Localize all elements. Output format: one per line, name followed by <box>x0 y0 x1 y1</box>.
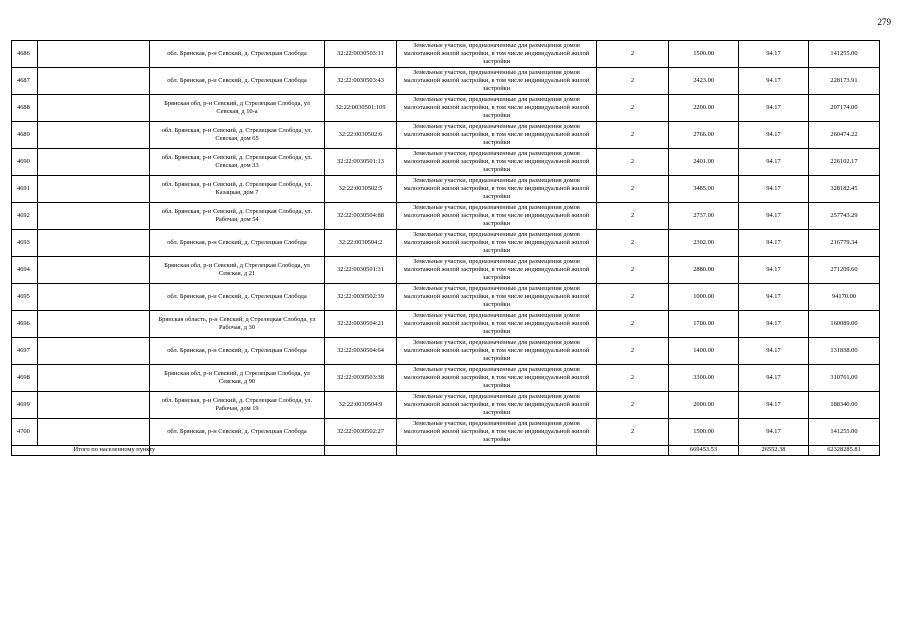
cadastral-value-cell: 131838.00 <box>809 338 880 365</box>
rate-cell: 94.17 <box>739 311 809 338</box>
cadastral-value-cell: 207174.00 <box>809 95 880 122</box>
address-cell: обл. Брянская, р-н Севский, д. Стрелецкая Слобода <box>150 41 325 68</box>
address-cell: Брянская обл, р-н Севский, д Стрелецкая Слобода, ул Севская, д 90 <box>150 365 325 392</box>
empty-cell <box>38 392 150 419</box>
area-cell: 1500.00 <box>669 419 739 446</box>
address-cell: обл. Брянская, р-н Севский, д. Стрелецкая Слобода, ул. Казацкая, дом 7 <box>150 176 325 203</box>
empty-cell <box>38 203 150 230</box>
group-cell: 2 <box>597 95 669 122</box>
cadastral-value-cell: 310761.00 <box>809 365 880 392</box>
empty-cell <box>38 41 150 68</box>
rate-cell: 94.17 <box>739 284 809 311</box>
table-row <box>12 284 880 311</box>
land-category-cell: Земельные участки, предназначенные для размещения домов малоэтажной жилой застройки, в том числе индивидуальной жилой застройки <box>397 203 597 230</box>
rate-cell: 94.17 <box>739 257 809 284</box>
area-cell: 2737.00 <box>669 203 739 230</box>
cadastral-number-cell: 32:22:0030504:21 <box>325 311 397 338</box>
cadastral-value-cell: 228173.91 <box>809 68 880 95</box>
row-number-cell: 4700 <box>12 419 38 446</box>
rate-cell: 94.17 <box>739 122 809 149</box>
rate-cell: 94.17 <box>739 392 809 419</box>
address-cell: Брянская обл, р-н Севский, д Стрелецкая Слобода, ул Севская, д 10-а <box>150 95 325 122</box>
land-category-cell: Земельные участки, предназначенные для размещения домов малоэтажной жилой застройки, в том числе индивидуальной жилой застройки <box>397 419 597 446</box>
address-cell: обл. Брянская, р-н Севский, д. Стрелецкая Слобода <box>150 68 325 95</box>
cadastral-value-cell: 141255.00 <box>809 419 880 446</box>
address-cell: обл. Брянская, р-н Севский, д. Стрелецкая Слобода, ул. Севская, дом 33 <box>150 149 325 176</box>
area-cell: 3485.00 <box>669 176 739 203</box>
address-cell: обл. Брянская, р-н Севский, д. Стрелецкая Слобода <box>150 338 325 365</box>
row-number-cell: 4692 <box>12 203 38 230</box>
total-empty-cell <box>150 446 325 456</box>
total-empty-cell <box>325 446 397 456</box>
area-cell: 2423.00 <box>669 68 739 95</box>
cadastral-number-cell: 32:22:0030504:2 <box>325 230 397 257</box>
area-cell: 1500.00 <box>669 41 739 68</box>
area-cell: 1700.00 <box>669 311 739 338</box>
area-cell: 2401.00 <box>669 149 739 176</box>
page-number: 279 <box>877 17 891 27</box>
empty-cell <box>38 257 150 284</box>
empty-cell <box>38 68 150 95</box>
address-cell: Брянская обл, р-н Севский, д Стрелецкая Слобода, ул Севская, д 21 <box>150 257 325 284</box>
cadastral-value-cell: 188340.00 <box>809 392 880 419</box>
address-cell: Брянская область, р-н Севский, д Стрелецкая Слобода, ул Рабочая, д 30 <box>150 311 325 338</box>
empty-cell <box>38 122 150 149</box>
group-cell: 2 <box>597 419 669 446</box>
address-cell: обл. Брянская, р-н Севский, д. Стрелецкая Слобода <box>150 419 325 446</box>
table-row <box>12 176 880 203</box>
table-row <box>12 203 880 230</box>
rate-cell: 94.17 <box>739 419 809 446</box>
area-cell: 1400.00 <box>669 338 739 365</box>
rate-cell: 94.17 <box>739 203 809 230</box>
empty-cell <box>38 284 150 311</box>
cadastral-number-cell: 32:22:0030504:64 <box>325 338 397 365</box>
group-cell: 2 <box>597 311 669 338</box>
land-category-cell: Земельные участки, предназначенные для размещения домов малоэтажной жилой застройки, в том числе индивидуальной жилой застройки <box>397 365 597 392</box>
table-row <box>12 230 880 257</box>
group-cell: 2 <box>597 284 669 311</box>
table-row <box>12 122 880 149</box>
empty-cell <box>38 176 150 203</box>
cadastral-value-cell: 257743.29 <box>809 203 880 230</box>
total-value-cell: 62328285.81 <box>809 446 880 456</box>
total-label-cell: Итого по населенному пункту <box>38 446 150 456</box>
cadastral-number-cell: 32:22:0030502:39 <box>325 284 397 311</box>
empty-cell <box>38 419 150 446</box>
address-cell: обл. Брянская, р-н Севский, д. Стрелецкая Слобода <box>150 230 325 257</box>
area-cell: 2000.00 <box>669 392 739 419</box>
empty-cell <box>38 95 150 122</box>
cadastral-number-cell: 32:22:0030504:88 <box>325 203 397 230</box>
table-row <box>12 149 880 176</box>
row-number-cell: 4687 <box>12 68 38 95</box>
total-rate-cell: 26552.38 <box>739 446 809 456</box>
group-cell: 2 <box>597 230 669 257</box>
land-category-cell: Земельные участки, предназначенные для размещения домов малоэтажной жилой застройки, в том числе индивидуальной жилой застройки <box>397 122 597 149</box>
land-category-cell: Земельные участки, предназначенные для размещения домов малоэтажной жилой застройки, в том числе индивидуальной жилой застройки <box>397 41 597 68</box>
rate-cell: 94.17 <box>739 95 809 122</box>
area-cell: 2766.00 <box>669 122 739 149</box>
cadastral-number-cell: 32:22:0030503:11 <box>325 41 397 68</box>
cadastral-value-cell: 328182.45 <box>809 176 880 203</box>
group-cell: 2 <box>597 203 669 230</box>
total-empty-cell <box>12 446 38 456</box>
empty-cell <box>38 311 150 338</box>
table-row <box>12 95 880 122</box>
row-number-cell: 4697 <box>12 338 38 365</box>
address-cell: обл. Брянская, р-н Севский, д. Стрелецкая Слобода, ул. Рабочая, дом 54 <box>150 203 325 230</box>
cadastral-number-cell: 32:22:0030502:5 <box>325 176 397 203</box>
area-cell: 1000.00 <box>669 284 739 311</box>
cadastral-number-cell: 32:22:0030502:27 <box>325 419 397 446</box>
table-row <box>12 338 880 365</box>
table-row <box>12 392 880 419</box>
land-category-cell: Земельные участки, предназначенные для размещения домов малоэтажной жилой застройки, в том числе индивидуальной жилой застройки <box>397 257 597 284</box>
land-category-cell: Земельные участки, предназначенные для размещения домов малоэтажной жилой застройки, в том числе индивидуальной жилой застройки <box>397 284 597 311</box>
cadastral-value-cell: 271209.60 <box>809 257 880 284</box>
row-number-cell: 4695 <box>12 284 38 311</box>
total-empty-cell <box>597 446 669 456</box>
group-cell: 2 <box>597 176 669 203</box>
land-category-cell: Земельные участки, предназначенные для размещения домов малоэтажной жилой застройки, в том числе индивидуальной жилой застройки <box>397 230 597 257</box>
cadastral-number-cell: 32:22:0030502:6 <box>325 122 397 149</box>
empty-cell <box>38 338 150 365</box>
cadastral-number-cell: 32:22:0030501:13 <box>325 149 397 176</box>
cadastral-value-cell: 160089.00 <box>809 311 880 338</box>
cadastral-number-cell: 32:22:0030501:31 <box>325 257 397 284</box>
table-body <box>12 41 880 456</box>
land-category-cell: Земельные участки, предназначенные для размещения домов малоэтажной жилой застройки, в том числе индивидуальной жилой застройки <box>397 149 597 176</box>
cadastral-value-cell: 260474.22 <box>809 122 880 149</box>
land-category-cell: Земельные участки, предназначенные для размещения домов малоэтажной жилой застройки, в том числе индивидуальной жилой застройки <box>397 176 597 203</box>
area-cell: 2302.00 <box>669 230 739 257</box>
cadastral-number-cell: 32:22:0030504:9 <box>325 392 397 419</box>
row-number-cell: 4690 <box>12 149 38 176</box>
row-number-cell: 4699 <box>12 392 38 419</box>
row-number-cell: 4688 <box>12 95 38 122</box>
address-cell: обл. Брянская, р-н Севский, д. Стрелецкая Слобода, ул. Севская, дом 65 <box>150 122 325 149</box>
table-row <box>12 365 880 392</box>
cadastral-value-cell: 226102.17 <box>809 149 880 176</box>
table-row <box>12 419 880 446</box>
land-category-cell: Земельные участки, предназначенные для размещения домов малоэтажной жилой застройки, в том числе индивидуальной жилой застройки <box>397 311 597 338</box>
empty-cell <box>38 230 150 257</box>
rate-cell: 94.17 <box>739 230 809 257</box>
rate-cell: 94.17 <box>739 149 809 176</box>
land-category-cell: Земельные участки, предназначенные для размещения домов малоэтажной жилой застройки, в том числе индивидуальной жилой застройки <box>397 338 597 365</box>
address-cell: обл. Брянская, р-н Севский, д. Стрелецкая Слобода <box>150 284 325 311</box>
total-empty-cell <box>397 446 597 456</box>
area-cell: 2880.00 <box>669 257 739 284</box>
empty-cell <box>38 365 150 392</box>
land-category-cell: Земельные участки, предназначенные для размещения домов малоэтажной жилой застройки, в том числе индивидуальной жилой застройки <box>397 68 597 95</box>
row-number-cell: 4686 <box>12 41 38 68</box>
rate-cell: 94.17 <box>739 338 809 365</box>
land-cadastral-table <box>11 40 880 456</box>
table-row <box>12 311 880 338</box>
cadastral-number-cell: 32:22:0030503:38 <box>325 365 397 392</box>
group-cell: 2 <box>597 122 669 149</box>
group-cell: 2 <box>597 392 669 419</box>
rate-cell: 94.17 <box>739 176 809 203</box>
table-row <box>12 68 880 95</box>
row-number-cell: 4693 <box>12 230 38 257</box>
total-row <box>12 446 880 456</box>
table-row <box>12 257 880 284</box>
row-number-cell: 4698 <box>12 365 38 392</box>
cadastral-number-cell: 32:22:0030503:43 <box>325 68 397 95</box>
area-cell: 3300.00 <box>669 365 739 392</box>
group-cell: 2 <box>597 68 669 95</box>
row-number-cell: 4691 <box>12 176 38 203</box>
row-number-cell: 4694 <box>12 257 38 284</box>
rate-cell: 94.17 <box>739 41 809 68</box>
group-cell: 2 <box>597 338 669 365</box>
cadastral-value-cell: 216779.34 <box>809 230 880 257</box>
row-number-cell: 4696 <box>12 311 38 338</box>
land-category-cell: Земельные участки, предназначенные для размещения домов малоэтажной жилой застройки, в том числе индивидуальной жилой застройки <box>397 95 597 122</box>
table-row <box>12 41 880 68</box>
cadastral-number-cell: 32:22:0030501:109 <box>325 95 397 122</box>
area-cell: 2200.00 <box>669 95 739 122</box>
row-number-cell: 4689 <box>12 122 38 149</box>
rate-cell: 94.17 <box>739 68 809 95</box>
rate-cell: 94.17 <box>739 365 809 392</box>
group-cell: 2 <box>597 149 669 176</box>
empty-cell <box>38 149 150 176</box>
cadastral-value-cell: 141255.00 <box>809 41 880 68</box>
total-area-cell: 669453.53 <box>669 446 739 456</box>
group-cell: 2 <box>597 365 669 392</box>
cadastral-value-cell: 94170.00 <box>809 284 880 311</box>
group-cell: 2 <box>597 41 669 68</box>
address-cell: обл. Брянская, р-н Севский, д. Стрелецкая Слобода, ул. Рабочая, дом 19 <box>150 392 325 419</box>
group-cell: 2 <box>597 257 669 284</box>
land-category-cell: Земельные участки, предназначенные для размещения домов малоэтажной жилой застройки, в том числе индивидуальной жилой застройки <box>397 392 597 419</box>
